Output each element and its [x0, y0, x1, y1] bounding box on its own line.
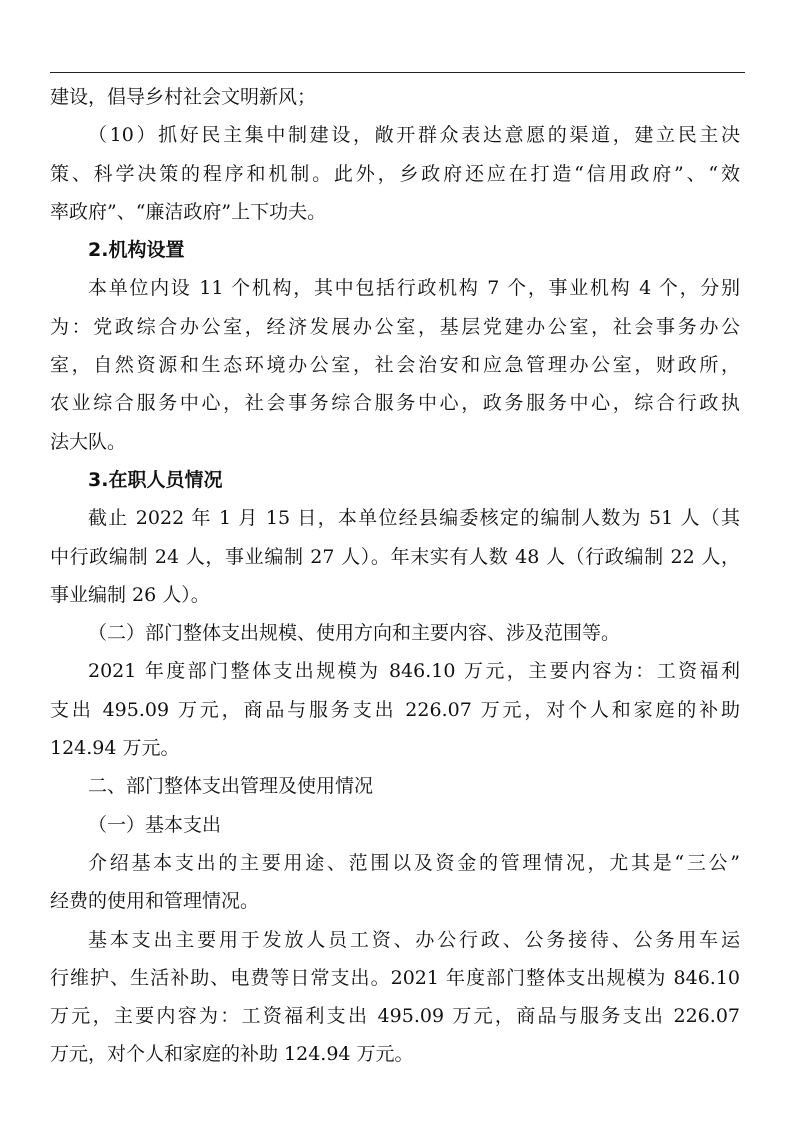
text-line: 室，自然资源和生态环境办公室，社会治安和应急管理办公室，财政所， — [50, 354, 740, 377]
section-heading: 3.在职人员情况 — [88, 468, 223, 491]
text-line: 中行政编制 24 人，事业编制 27 人）。年末实有人数 48 人（行政编制 22 人， — [50, 545, 740, 568]
header-rule — [50, 72, 745, 73]
text-line: （10）抓好民主集中制建设，敞开群众表达意愿的渠道，建立民主决 — [88, 124, 740, 147]
text-line: 万元，对个人和家庭的补助 124.94 万元。 — [50, 1043, 414, 1066]
text-line: 建设，倡导乡村社会文明新风； — [50, 86, 317, 108]
document-body — [50, 78, 740, 1074]
text-line: 支出 495.09 万元，商品与服务支出 226.07 万元，对个人和家庭的补助 — [50, 698, 740, 721]
text-line: 为：党政综合办公室，经济发展办公室，基层党建办公室，社会事务办公 — [50, 315, 740, 338]
text-line: 万元，主要内容为：工资福利支出 495.09 万元，商品与服务支出 226.07 — [50, 1005, 740, 1028]
text-line: 124.94 万元。 — [50, 737, 180, 760]
text-line: 策、科学决策的程序和机制。此外，乡政府还应在打造“信用政府”、“效 — [50, 162, 740, 185]
section-heading: 2.机构设置 — [88, 239, 185, 262]
text-line: 本单位内设 11 个机构，其中包括行政机构 7 个，事业机构 4 个，分别 — [88, 277, 740, 300]
text-line: 截止 2022 年 1 月 15 日，本单位经县编委核定的编制人数为 51 人（其 — [88, 507, 740, 530]
text-line: 2021 年度部门整体支出规模为 846.10 万元，主要内容为：工资福利 — [88, 660, 740, 683]
text-line: （二）部门整体支出规模、使用方向和主要内容、涉及范围等。 — [88, 622, 621, 645]
text-line: 经费的使用和管理情况。 — [50, 890, 260, 913]
text-line: 农业综合服务中心，社会事务综合服务中心，政务服务中心，综合行政执 — [50, 392, 740, 415]
text-line: 介绍基本支出的主要用途、范围以及资金的管理情况，尤其是“三公” — [88, 851, 740, 874]
text-line: 基本支出主要用于发放人员工资、办公行政、公务接待、公务用车运 — [88, 928, 740, 951]
text-line: 率政府”、“廉洁政府”上下功夫。 — [50, 200, 327, 223]
text-line: 二、部门整体支出管理及使用情况 — [88, 775, 374, 798]
text-line: 行维护、生活补助、电费等日常支出。2021 年度部门整体支出规模为 846.10 — [50, 966, 740, 989]
text-line: 法大队。 — [50, 430, 127, 453]
text-line: 事业编制 26 人）。 — [50, 583, 210, 606]
text-line: （一）基本支出 — [88, 813, 222, 836]
